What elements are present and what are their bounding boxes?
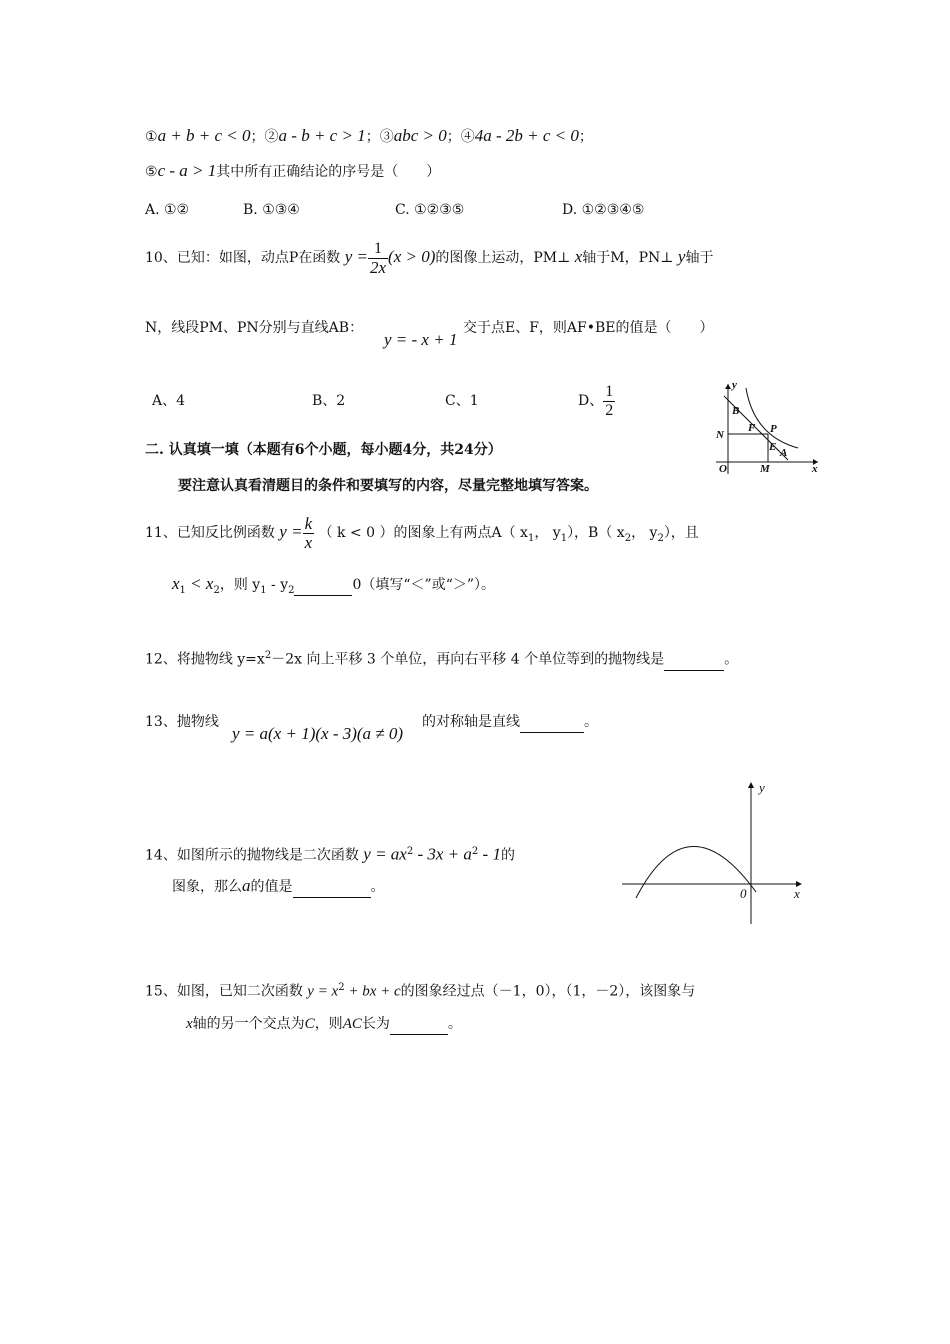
q10-fig-label-p: P [770, 423, 777, 435]
q15-end: 。 [447, 1016, 462, 1032]
q10-line2 [145, 318, 363, 338]
q14-fig-label-x: x [794, 886, 800, 901]
q11-line2-sub1: 1 [179, 584, 186, 596]
q11-line2-sub3: 1 [260, 584, 267, 596]
q14-a-var: a [242, 876, 251, 895]
q14-end: 。 [370, 879, 385, 895]
q13-line-b [422, 712, 598, 733]
q13-text: 抛物线 [176, 714, 219, 730]
q14-line2 [172, 876, 385, 898]
q10-line-eq-text: y = - x + 1 [384, 330, 458, 349]
q9-c3-mark: ③ [379, 129, 394, 145]
q10-fig-y-arrow [725, 384, 731, 389]
q9-option-c: C. ①②③⑤ [395, 202, 465, 218]
q12-number: 12、 [145, 651, 177, 668]
q15-text2: 的图象经过点（－1，0），（1，－2），该图象与 [400, 983, 696, 1000]
q11-func-den: x [304, 532, 313, 552]
q11-y1: ，则 y [219, 577, 261, 593]
q9-c1-mark: ① [145, 129, 158, 145]
q13-end: 。 [584, 714, 598, 730]
q15-line2 [186, 1014, 462, 1035]
section2-note: 要注意认真看清题目的条件和要填写的内容，尽量完整地填写答案。 [178, 478, 598, 494]
q15-text: 如图，已知二次函数 [176, 983, 303, 1000]
q10-func-y: y = [344, 247, 368, 266]
q14-sup2: 2 [471, 846, 479, 857]
q11-line1 [145, 510, 699, 561]
q9-c5-mark: ⑤ [145, 164, 158, 180]
q14-line1 [145, 842, 515, 866]
q11-sub-x2: 2 [624, 532, 632, 544]
q11-text4: ），B（ x [567, 525, 625, 541]
q11-number: 11、 [145, 525, 177, 541]
q11-text1: 已知反比例函数 [176, 525, 275, 541]
q14-figure [618, 778, 808, 924]
q10-opt-d-num: 1 [605, 382, 614, 400]
q10-line1 [145, 236, 713, 279]
q12-end: 。 [724, 651, 739, 668]
q12-text2: －2x 向上平移 3 个单位，再向右平移 4 个单位等到的抛物线是 [271, 651, 665, 668]
q11-text3: ， y [534, 525, 561, 541]
q9-conditions-line2 [145, 161, 440, 182]
q13-eq-text: y = a(x + 1)(x - 3)(a ≠ 0) [232, 724, 404, 743]
q11-line2-sub2: 2 [213, 584, 220, 596]
sep: ； [365, 129, 380, 145]
q14-text2: 的 [500, 847, 515, 864]
q11-text5: ， y [631, 525, 658, 541]
section2-title: 二. 认真填一填（本题有6个小题，每小题4分，共24分） [145, 442, 502, 458]
q15-x-var: x [186, 1016, 193, 1032]
q11-line2 [172, 574, 495, 601]
q10-fig-label-o: O [719, 463, 727, 474]
q9-c4-mark: ④ [460, 129, 475, 145]
q15-c-var: C [304, 1016, 315, 1032]
q10-func-num: 1 [368, 240, 388, 259]
q11-line2-sub4: 2 [288, 584, 295, 596]
q10-text4: 轴于 [685, 250, 714, 266]
q11-cond: （ k < 0 ） [318, 525, 394, 541]
q10-fig-label-e: E [769, 441, 777, 453]
q10-fig-label-f: F [748, 422, 756, 434]
q12-line [145, 646, 738, 671]
q11-func-y: y = [279, 522, 303, 541]
q10-figure [712, 378, 822, 474]
q10-option-c: C、1 [445, 393, 479, 409]
q10-line-eq [384, 330, 457, 351]
q9-conditions-line1 [145, 126, 593, 147]
q10-option-d [578, 378, 615, 424]
sep: ； [578, 129, 593, 145]
q11-sub-y1: 1 [560, 532, 568, 544]
q14-fig-label-o: 0 [740, 886, 747, 901]
q15-sup: 2 [338, 982, 345, 993]
q9-c2: a - b + c > 1 [278, 126, 366, 145]
q14-answer-blank[interactable] [293, 877, 371, 898]
q10-text3: 轴于M，PN⊥ [582, 250, 674, 266]
sep: ； [250, 129, 265, 145]
q13-answer-blank[interactable] [520, 712, 584, 733]
q11-y2: - y [266, 577, 289, 593]
q10-text1: 已知：如图，动点P在函数 [176, 250, 341, 266]
q15-line2-b: ，则 [314, 1016, 343, 1032]
q10-text5: N，线段PM、PN分别与直线AB： [145, 320, 364, 336]
q10-line2b [463, 318, 714, 338]
q10-text6: 交于点E、F，则AF•BE的值是（ ） [463, 320, 714, 336]
q15-number: 15、 [145, 983, 177, 1000]
q13-number: 13、 [145, 714, 177, 730]
q11-x2: < x [185, 574, 214, 593]
q10-option-d-label: D、 [578, 393, 604, 409]
q13-line [145, 712, 219, 732]
q15-line1 [145, 978, 695, 1002]
q13-text2: 的对称轴是直线 [422, 714, 520, 730]
q14-number: 14、 [145, 847, 177, 864]
q11-line2-end: 0（填写“＜”或“＞”）。 [352, 577, 496, 593]
q14-line2-b: 的值是 [250, 879, 293, 895]
sep: ； [446, 129, 461, 145]
q14-fig-label-y: y [759, 780, 765, 795]
q10-func-den: 2x [369, 257, 387, 277]
q11-func-frac [303, 515, 315, 552]
q10-fig-label-x: x [812, 463, 818, 474]
q14-eq-a: y = ax [363, 844, 407, 864]
q10-func-frac [368, 240, 388, 277]
q9-c3: abc > 0 [393, 126, 447, 145]
q15-line2-text: 轴的另一个交点为 [192, 1016, 305, 1032]
q10-fig-label-y: y [732, 379, 737, 391]
q12-sup: 2 [264, 650, 272, 661]
q10-number: 10、 [145, 250, 177, 266]
q9-c4: 4a - 2b + c < 0 [474, 126, 579, 145]
q11-text2: 的图象上有两点A（ x [393, 525, 528, 541]
q10-x-var: x [574, 247, 583, 266]
q10-fig-label-b: B [732, 405, 740, 417]
q9-option-a: A. ①② [145, 202, 190, 218]
q10-func-cond: (x > 0) [388, 247, 436, 266]
q10-fig-label-m: M [760, 463, 770, 474]
q11-func-num: k [304, 513, 313, 533]
q14-text: 如图所示的抛物线是二次函数 [176, 847, 359, 864]
q9-option-d: D. ①②③④⑤ [562, 202, 645, 218]
q9-c5: c - a > 1 [157, 161, 217, 180]
q10-text2: 的图像上运动，PM⊥ [435, 250, 571, 266]
q10-option-b: B、2 [312, 393, 346, 409]
q11-x1: x [172, 574, 180, 593]
q14-fig-parabola [636, 846, 756, 898]
q10-fig-label-n: N [716, 429, 724, 441]
q13-eq [232, 724, 403, 745]
q14-fig-y-arrow [748, 782, 754, 788]
q12-text: 将抛物线 y=x [176, 651, 265, 668]
q9-question: 其中所有正确结论的序号是（ ） [216, 164, 441, 180]
q10-y-var: y [677, 247, 686, 266]
q12-answer-blank[interactable] [664, 650, 724, 671]
q10-fig-hyperbola [746, 388, 798, 448]
q11-sub-x1: 1 [527, 532, 535, 544]
q15-eq: y = x [307, 983, 339, 1000]
q10-opt-d-den: 2 [605, 401, 614, 419]
q15-eq2: + bx + c [344, 983, 401, 1000]
q14-sup1: 2 [406, 846, 414, 857]
q9-c1: a + b + c < 0 [157, 126, 251, 145]
q11-sub-y2: 2 [657, 532, 664, 544]
q15-ac-var: AC [342, 1016, 362, 1032]
q10-option-a: A、4 [152, 393, 186, 409]
q14-eq-b: - 3x + a [413, 844, 472, 864]
q14-line2-text: 图象，那么 [172, 879, 242, 895]
q11-answer-blank[interactable] [294, 575, 352, 596]
q9-option-b: B. ①③④ [243, 202, 300, 218]
q10-fig-label-a: A [780, 447, 788, 459]
q15-answer-blank[interactable] [390, 1014, 448, 1035]
q9-c2-mark: ② [264, 129, 279, 145]
q11-text6: ），且 [663, 525, 699, 541]
q15-line2-c: 长为 [361, 1016, 390, 1032]
q14-eq-c: - 1 [478, 844, 501, 864]
q10-option-d-frac [603, 383, 615, 420]
